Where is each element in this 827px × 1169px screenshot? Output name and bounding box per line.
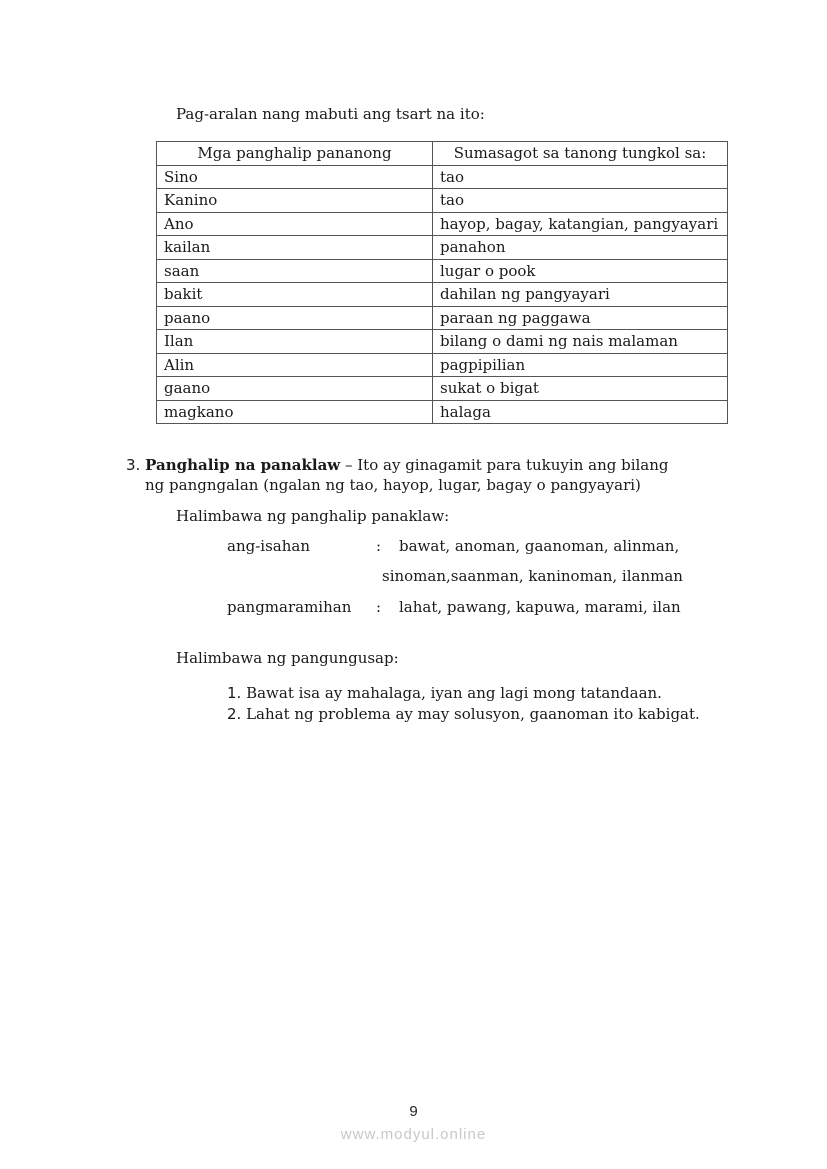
table-cell: saan xyxy=(157,259,433,283)
table-cell: Kanino xyxy=(157,189,433,213)
maramihan-values: lahat, pawang, kapuwa, marami, ilan xyxy=(399,598,681,616)
table-cell: hayop, bagay, katangian, pangyayari xyxy=(433,212,728,236)
table-row xyxy=(157,189,728,213)
table-row xyxy=(157,377,728,401)
table-row xyxy=(157,165,728,189)
intro-text: Pag-aralan nang mabuti ang tsart na ito: xyxy=(176,105,485,123)
section-term: Panghalip na panaklaw xyxy=(145,456,341,474)
table-cell: Alin xyxy=(157,353,433,377)
table-cell: Sino xyxy=(157,165,433,189)
table-cell: halaga xyxy=(433,400,728,424)
table-cell: pagpipilian xyxy=(433,353,728,377)
table-row xyxy=(157,330,728,354)
table-cell: gaano xyxy=(157,377,433,401)
table-row xyxy=(157,306,728,330)
table-header: Sumasagot sa tanong tungkol sa: xyxy=(433,142,728,166)
table-header-row xyxy=(157,142,728,166)
table-row xyxy=(157,400,728,424)
section-definition: – Ito ay ginagamit para tukuyin ang bilang xyxy=(340,456,669,474)
page-number: 9 xyxy=(409,1103,418,1120)
isahan-values: bawat, anoman, gaanoman, alinman, xyxy=(399,537,680,555)
isahan-label: ang-isahan xyxy=(227,537,310,555)
maramihan-label: pangmaramihan xyxy=(227,598,352,616)
table-cell: sukat o bigat xyxy=(433,377,728,401)
table-header: Mga panghalip pananong xyxy=(157,142,433,166)
table-cell: magkano xyxy=(157,400,433,424)
pronoun-chart xyxy=(156,141,728,424)
table-cell: paano xyxy=(157,306,433,330)
watermark: www.modyul.online xyxy=(340,1126,487,1143)
table-row xyxy=(157,236,728,260)
table-row xyxy=(157,259,728,283)
sentences-heading: Halimbawa ng pangungusap: xyxy=(176,649,399,667)
table-cell: kailan xyxy=(157,236,433,260)
examples-heading: Halimbawa ng panghalip panaklaw: xyxy=(176,507,450,525)
table-cell: lugar o pook xyxy=(433,259,728,283)
table-cell: panahon xyxy=(433,236,728,260)
table-cell: bilang o dami ng nais malaman xyxy=(433,330,728,354)
table-row xyxy=(157,212,728,236)
section-3 xyxy=(126,455,726,495)
table-cell: Ilan xyxy=(157,330,433,354)
isahan-values-cont: sinoman,saanman, kaninoman, ilanman xyxy=(382,567,683,585)
section-definition-cont: ng pangngalan (ngalan ng tao, hayop, lugar, bagay o pangyayari) xyxy=(145,476,641,494)
colon: : xyxy=(376,598,382,616)
table-cell: tao xyxy=(433,165,728,189)
table-cell: bakit xyxy=(157,283,433,307)
table-cell: dahilan ng pangyayari xyxy=(433,283,728,307)
section-number: 3. xyxy=(126,456,141,474)
table-row xyxy=(157,353,728,377)
table-cell: tao xyxy=(433,189,728,213)
table-cell: paraan ng paggawa xyxy=(433,306,728,330)
list-item: 2. Lahat ng problema ay may solusyon, gaanoman ito kabigat. xyxy=(227,705,700,723)
sentence-list xyxy=(227,683,700,725)
list-item: 1. Bawat isa ay mahalaga, iyan ang lagi mong tatandaan. xyxy=(227,684,662,702)
table-cell: Ano xyxy=(157,212,433,236)
table-row xyxy=(157,283,728,307)
colon: : xyxy=(376,537,382,555)
section-3-line-1 xyxy=(126,455,726,475)
